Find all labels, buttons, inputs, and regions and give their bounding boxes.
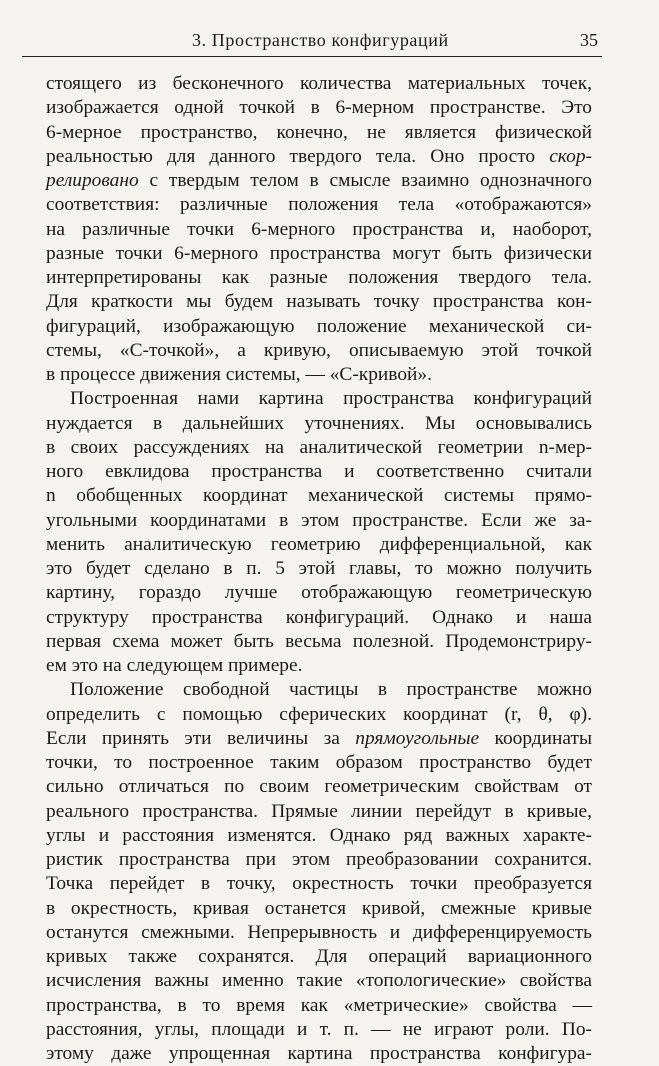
italic-term: прямоугольные (355, 727, 480, 749)
text-line: исчисления важны именно такие «топологические» свойства (46, 970, 592, 992)
text-line: структуру пространства конфигураций. Однако и наша (46, 606, 592, 628)
text-line: останутся смежными. Непрерывность и дифференцируемость (46, 921, 592, 943)
page-number: 35 (580, 30, 598, 50)
text-line: разные точки 6-мерного пространства могут быть физически (46, 242, 592, 264)
text-line: изображается одной точкой в 6-мерном пространстве. Это (46, 97, 592, 119)
text-line: соответствия: различные положения тела «отображаются» (46, 194, 592, 216)
text-line: интерпретированы как разные положения твердого тела. (46, 267, 592, 288)
text-line: в окрестность, кривая останется кривой, смежные кривые (46, 897, 592, 919)
text-line: n обобщенных координат механической системы прямо- (46, 485, 592, 507)
text-line: ем это на следующем примере. (46, 655, 303, 676)
paragraph-1 (46, 72, 592, 387)
text-line: Положение свободной частицы в пространстве можно (70, 679, 592, 701)
text-line: первая схема может быть весьма полезной. Продемонстриру- (46, 630, 592, 652)
paragraph-2 (46, 387, 592, 678)
italic-term: релировано (46, 170, 139, 191)
paragraph-3 (46, 678, 592, 1066)
italic-term: скор- (549, 145, 592, 167)
text-line: точки, то построенное таким образом пространство будет (46, 752, 592, 773)
text-line: стемы, «C-точкой», а кривую, описываемую этой точкой (46, 339, 592, 361)
section-title: 3. Пространство конфигураций (192, 30, 449, 50)
text-line: определить с помощью сферических координат (r, θ, φ). (46, 703, 592, 725)
text-line: 6-мерное пространство, конечно, не является физической (46, 121, 592, 143)
text-line: нуждается в дальнейших уточнениях. Мы основывались (46, 412, 592, 434)
text-line: ного евклидова пространства и соответственно считали (46, 461, 592, 482)
running-header (22, 30, 602, 57)
text-line: Если принять эти величины за прямоугольные координаты (46, 727, 593, 749)
text-line: это будет сделано в п. 5 этой главы, то можно получить (46, 558, 592, 579)
text-line: картину, гораздо лучше отображающую геометрическую (46, 582, 592, 604)
text-line: ристик пространства при этом преобразовании сохранится. (46, 849, 592, 870)
text-line: пространства, в то время как «метрические» свойства — (46, 994, 592, 1016)
text-line: Построенная нами картина пространства конфигураций (70, 388, 592, 410)
text-line: этому даже упрощенная картина пространства конфигура- (46, 1043, 592, 1064)
text-line: Для краткости мы будем называть точку пространства кон- (46, 291, 592, 313)
text-line: Точка перейдет в точку, окрестность точки преобразуется (46, 873, 592, 895)
text-line: реальностью для данного твердого тела. Оно просто скор- (46, 145, 592, 167)
text-line: релировано с твердым телом в смысле взаимно однозначного (46, 170, 592, 191)
text-line: стоящего из бесконечного количества материальных точек, (46, 73, 592, 94)
text-line: углы и расстояния изменятся. Однако ряд важных характе- (46, 824, 592, 846)
text-line: фигураций, изображающую положение механической си- (46, 315, 592, 337)
text-line: кривых также сохранятся. Для операций вариационного (46, 946, 592, 967)
body-text (46, 72, 592, 1066)
text-line: в процессе движения системы, — «C-кривой». (46, 364, 432, 385)
text-line: угольными координатами в этом пространстве. Если же за- (46, 509, 592, 531)
text-line: менить аналитическую геометрию дифференциальной, как (46, 533, 592, 555)
text-line: на различные точки 6-мерного пространства и, наоборот, (46, 218, 592, 240)
text-line: сильно отличаться по своим геометрическим свойствам от (46, 776, 592, 798)
text-line: реального пространства. Прямые линии перейдут в кривые, (46, 800, 592, 822)
text-line: в своих рассуждениях на аналитической геометрии n-мер- (46, 436, 592, 458)
text-line: расстояния, углы, площади и т. п. — не играют роли. По- (46, 1018, 592, 1040)
